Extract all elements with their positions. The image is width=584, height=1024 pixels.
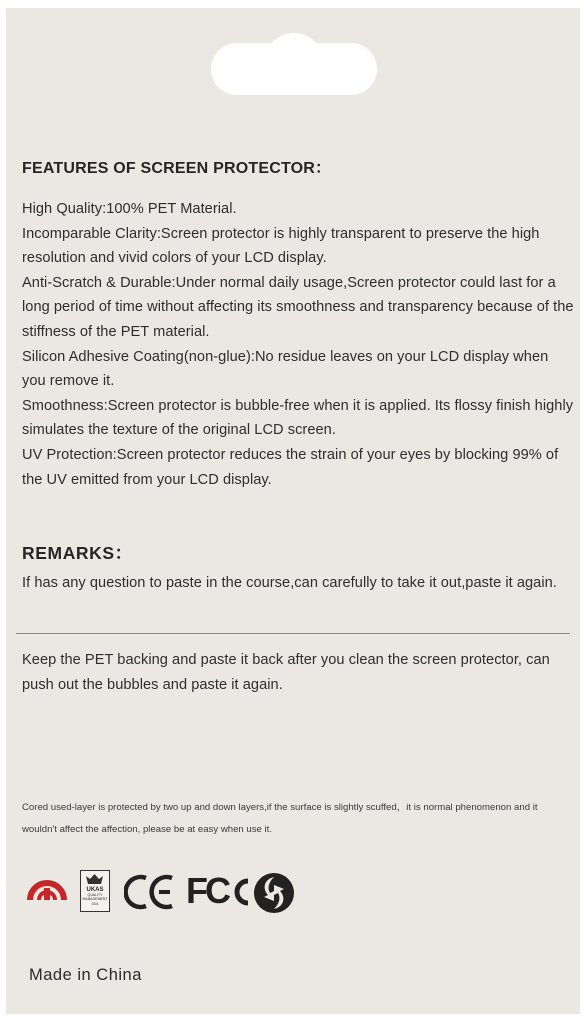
remarks-heading: REMARKS： [22,543,133,563]
recycle-icon [252,871,296,915]
fcc-c-icon [228,876,252,908]
ukas-sub1: QUALITY [87,893,103,897]
ukas-sub2: MANAGEMENT [82,897,108,901]
quality-arc-icon [26,874,68,906]
feature-quality: High Quality:100% PET Material. [22,201,237,217]
features-heading: FEATURES OF SCREEN PROTECTOR： [22,160,332,177]
usage-note: Cored used-layer is protected by two up and down layers,if the surface is slightly scuffed，it is normal phenomenon and it wouldn't affect the affection, please be at easy when use it. [22,802,538,835]
certification-logos [26,866,326,914]
ce-mark-icon [124,874,176,910]
fcc-mark-icon: FC [186,870,228,911]
ukas-crown-icon [81,871,108,887]
remark-text-1: If has any question to paste in the course,can carefully to take it out,paste it again. [22,575,557,591]
divider [16,633,570,634]
packaging-card [6,8,580,1014]
ukas-number: 014 [91,901,99,906]
feature-anti-scratch: Anti-Scratch & Durable:Under normal daily usage,Screen protector could last for a long period of time without affecting its smoothness and transparency because of the stiffness of the PET material. [22,274,574,340]
features-list [22,197,574,492]
feature-adhesive: Silicon Adhesive Coating(non-glue):No residue leaves on your LCD display when you remove it. [22,348,549,390]
feature-uv: UV Protection:Screen protector reduces the strain of your eyes by blocking 99% of the UV emitted from your LCD display. [22,446,559,488]
hang-hole [211,43,377,95]
feature-smoothness: Smoothness:Screen protector is bubble-free when it is applied. Its flossy finish highly simulates the texture of the original LCD screen. [22,397,574,439]
ukas-badge [80,870,110,912]
remark-text-2: Keep the PET backing and paste it back after you clean the screen protector, can push out the bubbles and paste it again. [22,652,550,693]
origin-label: Made in China [29,966,142,984]
feature-clarity: Incomparable Clarity:Screen protector is highly transparent to preserve the high resolution and vivid colors of your LCD display. [22,225,540,267]
ukas-label: UKAS [86,887,104,893]
